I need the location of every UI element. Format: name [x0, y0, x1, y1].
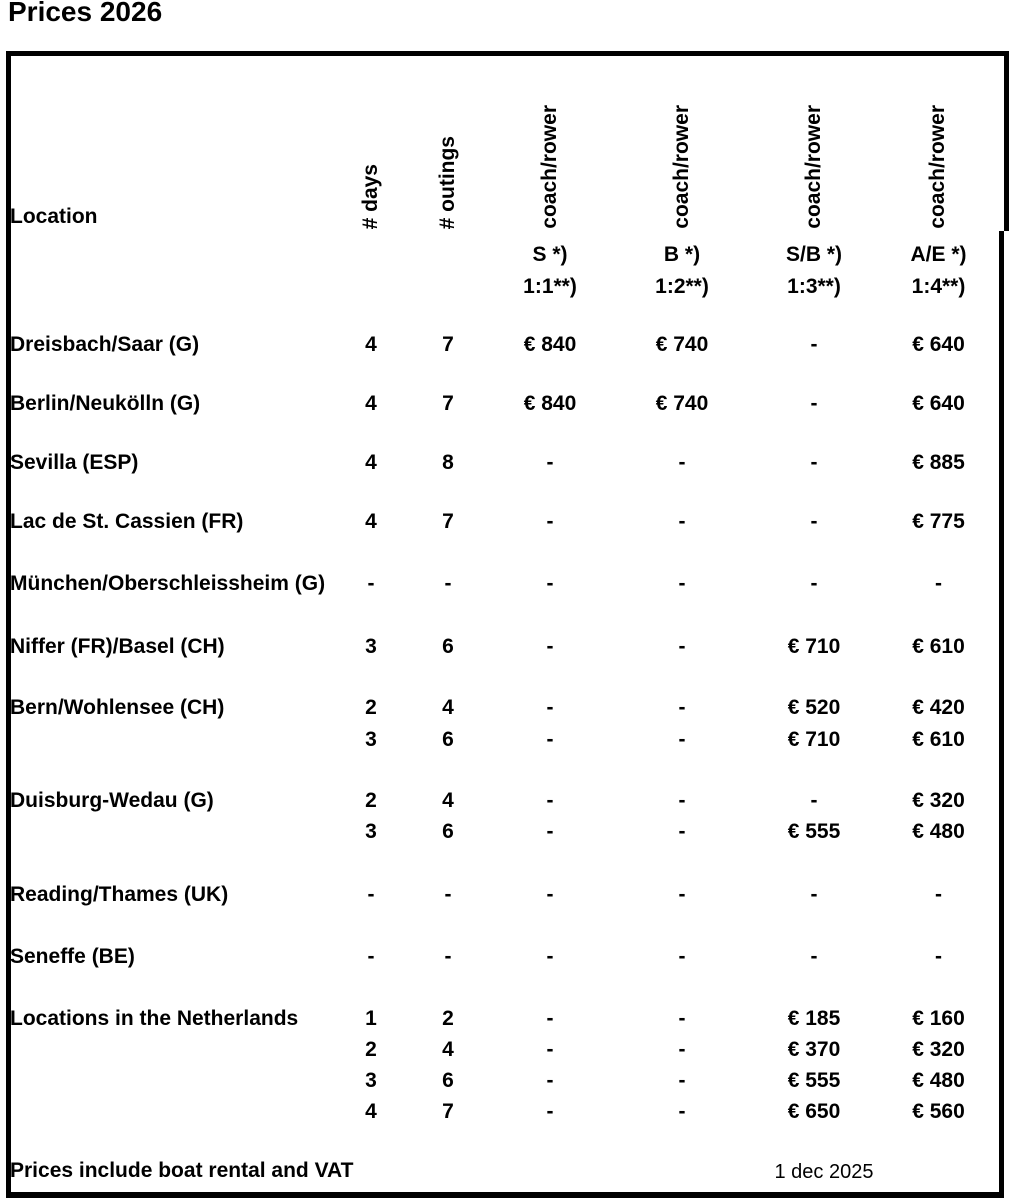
- cell-price-s: -: [546, 572, 554, 595]
- cell-price-b: -: [678, 635, 686, 658]
- cell-outings: 7: [442, 333, 454, 356]
- column-header-outings: # outings: [436, 135, 459, 229]
- cell-location: [9, 1065, 330, 1097]
- cell-location: [9, 816, 330, 848]
- cell-outings: 8: [442, 451, 454, 474]
- table-row: [9, 568, 997, 600]
- cell-price-s: -: [546, 883, 554, 906]
- cell-price-s: -: [546, 820, 554, 843]
- cell-price-s: € 840: [523, 333, 577, 356]
- cell-outings: -: [444, 883, 452, 906]
- cell-price-s: € 840: [523, 392, 577, 415]
- cell-price-ae: € 610: [912, 728, 965, 751]
- table-row: [9, 724, 997, 756]
- cell-price-s: -: [546, 945, 554, 968]
- cell-price-b: -: [678, 1007, 686, 1030]
- cell-outings: 4: [442, 789, 454, 812]
- cell-outings: 7: [442, 392, 454, 415]
- table-row: [9, 879, 997, 911]
- cell-days: 3: [365, 820, 377, 843]
- cell-price-ae: € 560: [912, 1100, 965, 1123]
- cell-location: [9, 1096, 330, 1128]
- subheader-ratio-row: [9, 271, 997, 303]
- cell-price-ae: € 160: [912, 1007, 965, 1030]
- subheader-code-row: [9, 239, 997, 271]
- cell-price-sb: € 520: [787, 696, 841, 719]
- cell-outings: 7: [442, 1100, 454, 1123]
- cell-price-b: -: [678, 1100, 686, 1123]
- cell-price-b: -: [678, 820, 686, 843]
- cell-location: [9, 724, 330, 756]
- cell-days: 2: [365, 1038, 377, 1061]
- column-header-coach-rower-3: coach/rower: [802, 105, 825, 229]
- table-border-right-upper: [1004, 51, 1009, 231]
- table-row: [9, 785, 997, 817]
- cell-price-s: -: [546, 1038, 554, 1061]
- cell-price-sb: -: [810, 333, 818, 356]
- table-row: [9, 1003, 997, 1035]
- cell-price-sb: € 710: [787, 728, 841, 751]
- cell-location: Niffer (FR)/Basel (CH): [10, 635, 225, 658]
- cell-price-ae: € 320: [912, 789, 965, 812]
- cell-price-s: -: [546, 1069, 554, 1092]
- column-header-days: # days: [359, 163, 382, 229]
- subheader-code-s: S *): [532, 243, 568, 266]
- subheader-ratio-sb: 1:3**): [787, 275, 841, 298]
- cell-outings: 4: [442, 1038, 454, 1061]
- cell-price-s: -: [546, 789, 554, 812]
- cell-location: Duisburg-Wedau (G): [10, 789, 214, 812]
- cell-location: Lac de St. Cassien (FR): [10, 510, 244, 533]
- cell-price-ae: -: [935, 572, 942, 595]
- column-header-coach-rower-1: coach/rower: [538, 105, 561, 229]
- cell-outings: 6: [442, 1069, 454, 1092]
- cell-outings: 7: [442, 510, 454, 533]
- cell-location: Locations in the Netherlands: [10, 1007, 299, 1030]
- cell-days: 4: [365, 510, 377, 533]
- table-row: [9, 941, 997, 973]
- cell-outings: 6: [442, 820, 454, 843]
- cell-location: Seneffe (BE): [10, 945, 135, 968]
- cell-location: Sevilla (ESP): [10, 451, 139, 474]
- subheader-code-sb: S/B *): [785, 243, 842, 266]
- cell-price-b: -: [678, 883, 686, 906]
- cell-days: 3: [365, 728, 377, 751]
- cell-price-b: -: [678, 728, 686, 751]
- cell-price-sb: -: [810, 572, 818, 595]
- cell-days: 4: [365, 392, 377, 415]
- cell-price-s: -: [546, 728, 554, 751]
- cell-outings: 4: [442, 696, 454, 719]
- cell-price-sb: € 185: [787, 1007, 841, 1030]
- cell-location: Bern/Wohlensee (CH): [10, 696, 225, 719]
- cell-days: -: [367, 572, 375, 595]
- cell-days: 4: [365, 1100, 377, 1123]
- cell-price-b: -: [678, 510, 686, 533]
- cell-price-ae: -: [935, 883, 942, 906]
- cell-price-b: -: [678, 572, 686, 595]
- footer-note: Prices include boat rental and VAT: [10, 1159, 354, 1182]
- cell-price-ae: € 480: [912, 1069, 965, 1092]
- cell-location: [9, 1034, 330, 1066]
- cell-location: Dreisbach/Saar (G): [10, 333, 200, 356]
- cell-price-ae: € 885: [912, 451, 965, 474]
- column-header-location: Location: [10, 205, 98, 228]
- cell-price-s: -: [546, 510, 554, 533]
- cell-price-b: -: [678, 1069, 686, 1092]
- cell-price-b: -: [678, 789, 686, 812]
- cell-price-ae: € 320: [912, 1038, 965, 1061]
- cell-price-b: € 740: [655, 392, 709, 415]
- cell-days: 3: [365, 1069, 377, 1092]
- cell-price-ae: € 480: [912, 820, 965, 843]
- cell-outings: -: [444, 945, 452, 968]
- cell-price-b: -: [678, 696, 686, 719]
- cell-price-s: -: [546, 451, 554, 474]
- page-title: Prices 2026: [8, 0, 163, 27]
- cell-outings: 6: [442, 728, 454, 751]
- cell-price-sb: € 555: [787, 820, 841, 843]
- cell-price-s: -: [546, 1100, 554, 1123]
- cell-days: 1: [365, 1007, 377, 1030]
- cell-price-sb: -: [810, 789, 818, 812]
- table-row: [9, 447, 997, 479]
- cell-price-s: -: [546, 1007, 554, 1030]
- column-header-coach-rower-4: coach/rower: [926, 105, 949, 229]
- table-row: [9, 329, 997, 361]
- cell-price-ae: -: [935, 945, 942, 968]
- cell-price-sb: € 650: [787, 1100, 841, 1123]
- cell-days: -: [367, 883, 375, 906]
- cell-price-sb: -: [810, 392, 818, 415]
- cell-price-ae: € 420: [912, 696, 965, 719]
- table-border-bottom: [6, 1192, 1004, 1198]
- subheader-ratio-b: 1:2**): [655, 275, 709, 298]
- cell-price-b: -: [678, 451, 686, 474]
- cell-outings: 2: [442, 1007, 454, 1030]
- cell-price-sb: -: [810, 451, 818, 474]
- cell-outings: 6: [442, 635, 454, 658]
- subheader-ratio-ae: 1:4**): [911, 275, 966, 298]
- table-row: [9, 816, 997, 848]
- subheader-code-ae: A/E *): [910, 243, 967, 266]
- cell-days: 2: [365, 789, 377, 812]
- table-row: [9, 388, 997, 420]
- cell-price-b: -: [678, 945, 686, 968]
- table-row: [9, 1096, 997, 1128]
- cell-days: 4: [365, 333, 377, 356]
- cell-days: 4: [365, 451, 377, 474]
- cell-price-sb: € 710: [787, 635, 841, 658]
- cell-price-s: -: [546, 635, 554, 658]
- cell-days: -: [367, 945, 375, 968]
- cell-price-b: € 740: [655, 333, 709, 356]
- cell-location: München/Oberschleissheim (G): [10, 572, 326, 595]
- table-row: [9, 1065, 997, 1097]
- subheader-code-b: B *): [663, 243, 701, 266]
- cell-price-ae: € 640: [912, 392, 965, 415]
- table-border-top: [6, 51, 1009, 56]
- cell-days: 3: [365, 635, 377, 658]
- cell-location: Berlin/Neukölln (G): [10, 392, 201, 415]
- table-row: [9, 692, 997, 724]
- cell-price-sb: -: [810, 510, 818, 533]
- footer-date: 1 dec 2025: [774, 1161, 874, 1183]
- cell-location: Reading/Thames (UK): [10, 883, 229, 906]
- cell-price-sb: € 555: [787, 1069, 841, 1092]
- table-border-right-lower: [999, 231, 1004, 1198]
- subheader-ratio-s: 1:1**): [523, 275, 577, 298]
- table-row: [9, 1034, 997, 1066]
- cell-price-ae: € 640: [912, 333, 965, 356]
- cell-price-s: -: [546, 696, 554, 719]
- cell-price-ae: € 775: [912, 510, 965, 533]
- cell-days: 2: [365, 696, 377, 719]
- column-header-coach-rower-2: coach/rower: [670, 105, 693, 229]
- cell-price-sb: -: [810, 945, 818, 968]
- cell-price-sb: -: [810, 883, 818, 906]
- cell-outings: -: [444, 572, 452, 595]
- cell-price-b: -: [678, 1038, 686, 1061]
- cell-price-ae: € 610: [912, 635, 965, 658]
- table-row: [9, 631, 997, 663]
- cell-price-sb: € 370: [787, 1038, 841, 1061]
- table-row: [9, 506, 997, 538]
